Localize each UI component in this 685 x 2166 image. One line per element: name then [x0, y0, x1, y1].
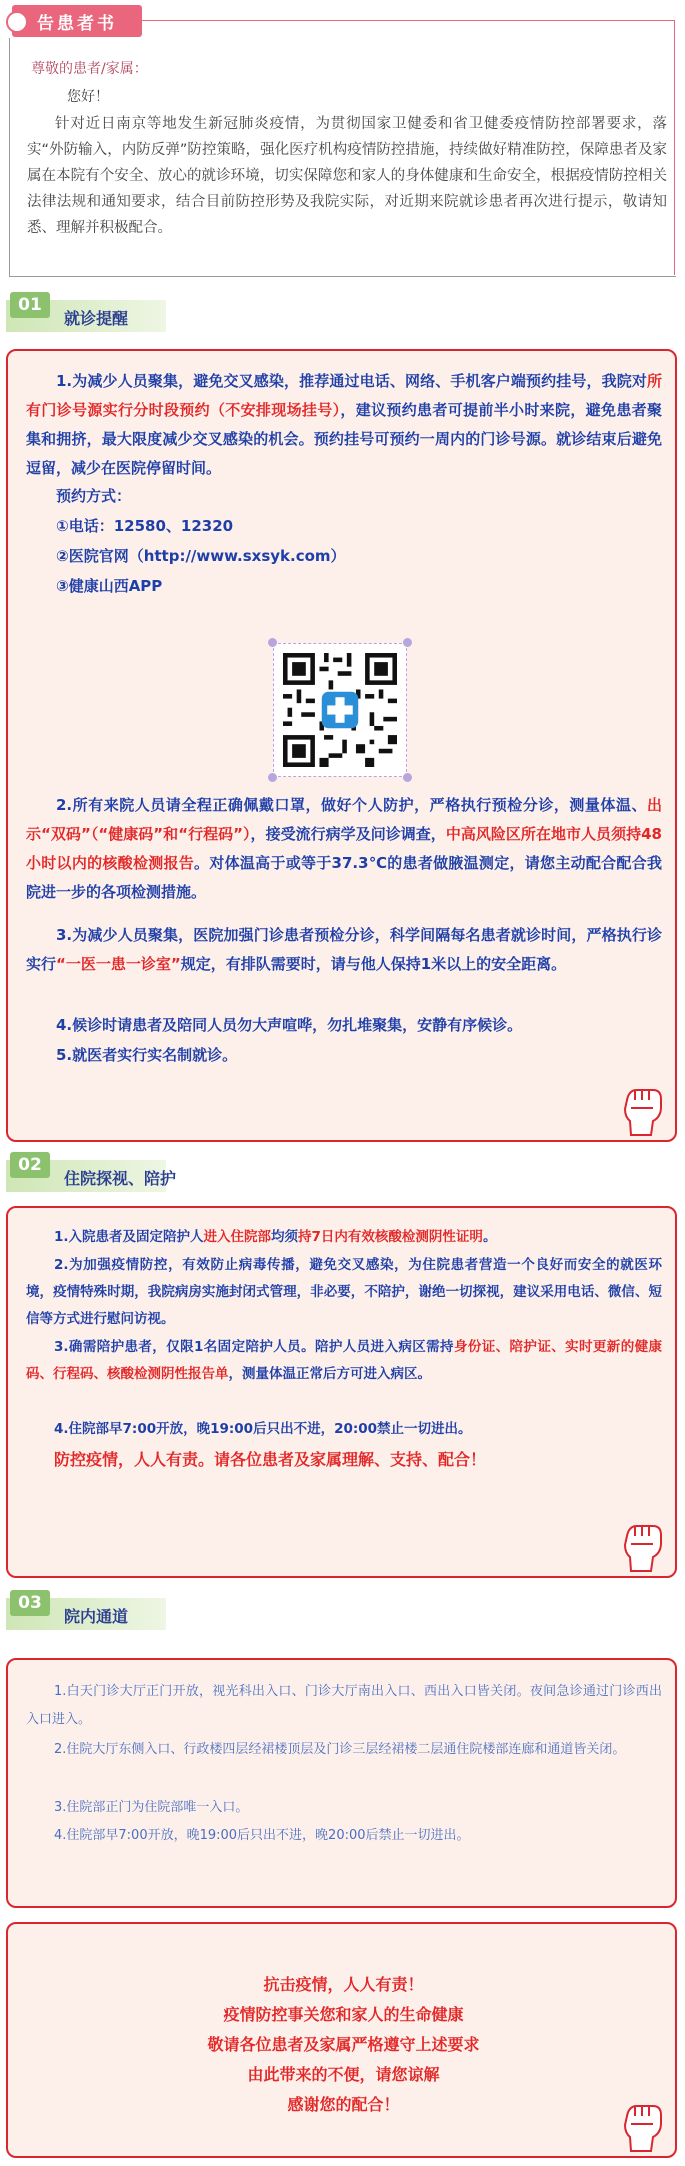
passage-paragraph-2: 2.住院大厅东侧入口、行政楼四层经裙楼顶层及门诊三层经裙楼二层通住院楼部连廊和通道皆关闭。	[54, 1742, 626, 1757]
ward-highlight: 持7日内有效核酸检测阴性证明	[298, 1229, 483, 1245]
section-title: 住院探视、陪护	[64, 1169, 177, 1188]
passage-paragraph-4: 4.住院部早7:00开放，晚19:00后只出不进，晚20:00后禁止一切进出。	[54, 1828, 470, 1843]
closing-line-5: 感谢您的配合！	[287, 2095, 400, 2114]
ward-paragraph-3	[26, 1334, 662, 1388]
booking-methods	[56, 481, 456, 601]
booking-app: ③健康山西APP	[56, 577, 163, 595]
passage-paragraph-1: 1.白天门诊大厅正门开放，视光科出入口、门诊大厅南出入口、西出入口皆关闭。夜间急诊通过门诊西出入口进入。	[26, 1684, 662, 1727]
notice-body: 针对近日南京等地发生新冠肺炎疫情，为贯彻国家卫健委和省卫健委疫情防控部署要求，落实“外防输入，内防反弹”防控策略，强化医疗机构疫情防控措施，持续做好精准防控，保障患者及家属在本院有个安全、放心的就诊环境，切实保障您和家人的身体健康和生命安全，根据疫情防控相关法律法规和通知要求，结合目前防控形势及我院实际，对近期来院就诊患者再次进行提示，敬请知悉、理解并积极配合。	[27, 116, 667, 236]
booking-title: 预约方式：	[56, 487, 132, 505]
visit-text: 1.为减少人员聚集，避免交叉感染，推荐通过电话、网络、手机客户端预约挂号，我院对	[56, 372, 647, 390]
notice-tab	[12, 5, 142, 37]
closing-line-3: 敬请各位患者及家属严格遵守上述要求	[207, 2035, 480, 2054]
section-title: 就诊提醒	[64, 309, 129, 328]
visit-text: 规定，有排队需要时，请与他人保持1米以上的安全距离。	[180, 955, 567, 973]
visit-highlight: “一医一患一诊室”	[56, 955, 181, 973]
visit-paragraph-1	[26, 367, 662, 483]
qr-code-icon	[283, 653, 397, 767]
visit-text: ，建议预约患者可提前半小时来院，避免患者聚集和拥挤，最大限度减少交叉感染的机会。预约挂号可预约一周内的门诊号源。就诊结束后避免逗留，减少在医院停留时间。	[26, 401, 662, 477]
visit-text: 2.所有来院人员请全程正确佩戴口罩，做好个人防护，严格执行预检分诊，测量体温、	[56, 796, 647, 814]
ward-text: 1.入院患者及固定陪护人	[54, 1229, 204, 1245]
visit-paragraph-5: 5.就医者实行实名制就诊。	[56, 1046, 238, 1064]
visit-text: ，接受流行病学及问诊调查，	[250, 825, 446, 843]
section-header-2	[6, 1152, 176, 1192]
ward-text: 均须	[271, 1229, 299, 1245]
corner-dot	[268, 773, 277, 782]
section-header-1	[6, 292, 176, 332]
section-number-badge: 02	[10, 1152, 50, 1178]
booking-phone: ①电话：12580、12320	[56, 517, 234, 535]
fist-icon	[615, 1514, 669, 1572]
notice-divider	[142, 20, 675, 21]
fist-icon	[615, 2094, 669, 2152]
closing-line-2: 疫情防控事关您和家人的生命健康	[223, 2005, 464, 2024]
ward-text: 3.确需陪护患者，仅限1名固定陪护人员。陪护人员进入病区需持	[54, 1339, 454, 1355]
visit-text: 。对体温高于或等于37.3℃的患者做腋温测定，请您主动配合配合我院进一步的各项检测措施。	[26, 854, 662, 901]
section-box-2	[6, 1206, 677, 1578]
ward-paragraph-2: 2.为加强疫情防控，有效防止病毒传播，避免交叉感染，为住院患者营造一个良好而安全的就医环境，疫情特殊时期，我院病房实施封闭式管理，非必要，不陪护，谢绝一切探视，建议采用电话、微信、短信等方式进行慰问访视。	[26, 1257, 662, 1327]
notice-salutation: 尊敬的患者/家属：	[31, 61, 148, 77]
visit-highlight: 出示“双码”（“健康码”和“行程码”）	[26, 796, 662, 843]
ward-paragraph-4: 4.住院部早7:00开放，晚19:00后只出不进，20:00禁止一切进出。	[54, 1421, 472, 1437]
ward-highlight: 进入住院部	[203, 1229, 272, 1245]
section-number-badge: 01	[10, 292, 50, 318]
visit-highlight: 所有门诊号源实行分时段预约（不安排现场挂号）	[26, 372, 662, 419]
section-number-badge: 03	[10, 1590, 50, 1616]
visit-paragraph-2	[26, 791, 662, 907]
ward-highlight: 身份证、陪护证、实时更新的健康码、行程码、核酸检测阴性报告单	[26, 1339, 662, 1382]
fist-icon	[615, 1078, 669, 1136]
ward-slogan: 防控疫情，人人有责。请各位患者及家属理解、支持、配合！	[54, 1450, 487, 1469]
visit-paragraph-3	[26, 921, 662, 979]
visit-text: 3.为减少人员聚集，医院加强门诊患者预检分诊，科学间隔每名患者就诊时间，严格执行诊实行	[26, 926, 662, 973]
ring-icon	[6, 11, 28, 33]
notice-tab-label: 告患者书	[37, 13, 117, 34]
booking-website[interactable]: ②医院官网（http://www.sxsyk.com）	[56, 547, 346, 565]
section-title: 院内通道	[64, 1607, 129, 1626]
ward-text: 。	[482, 1229, 497, 1245]
section-box-3	[6, 1658, 677, 1908]
corner-dot	[268, 638, 277, 647]
notice-greeting: 您好！	[67, 89, 109, 105]
visit-highlight: 中高风险区所在地市人员须持48小时以内的核酸检测报告	[26, 825, 662, 872]
closing-line-1: 抗击疫情，人人有责！	[263, 1975, 424, 1994]
qr-code	[267, 637, 413, 783]
passage-paragraph-3: 3.住院部正门为住院部唯一入口。	[54, 1800, 249, 1815]
closing-box	[6, 1922, 677, 2158]
closing-line-4: 由此带来的不便，请您谅解	[247, 2065, 440, 2084]
visit-paragraph-4: 4.候诊时请患者及陪同人员勿大声喧哗，勿扎堆聚集，安静有序候诊。	[56, 1016, 523, 1034]
section-header-3	[6, 1590, 176, 1630]
ward-paragraph-1	[26, 1224, 662, 1251]
corner-dot	[403, 773, 412, 782]
corner-dot	[403, 638, 412, 647]
ward-text: ，测量体温正常后方可进入病区。	[228, 1366, 431, 1382]
